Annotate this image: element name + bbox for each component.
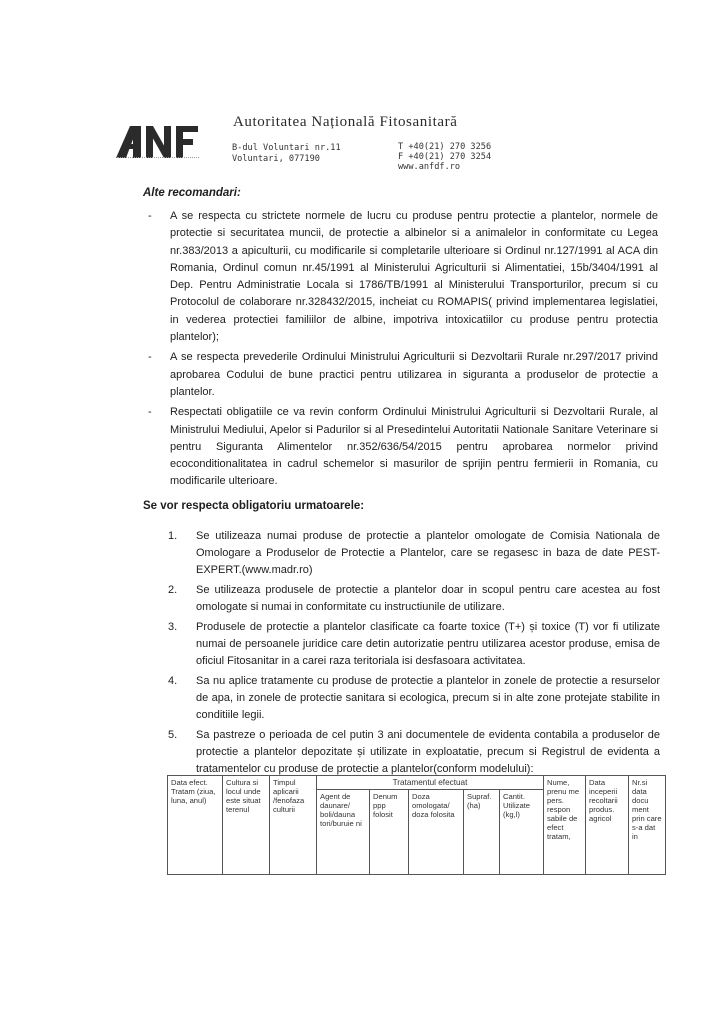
requirement-item (168, 727, 660, 778)
bullet-dash: - (148, 406, 152, 419)
requirement-item (168, 673, 660, 724)
requirement-number: 5. (168, 729, 178, 741)
recommendation-text: Respectati obligatiile ce va revin conform Ordinului Ministrului Agriculturii si Dezvoltarii Rurale, al Ministrului Mediului, Apelor si Padurilor si al Presedintelui Autoritatii Nationale Sanitare Veterinare si pentru Siguranta Alimentelor nr.352/636/54/2015 pentru aprobarea normelor privind ecoconditionalitatea in cadrul schemelor si masurilor de sprijin pentru fermierii in Romania, cu modificarile ulterioare. (170, 406, 658, 488)
column-header-supraf: Supraf. (ha) (464, 790, 500, 875)
requirement-item (168, 582, 660, 616)
column-header-cantit: Cantit. Utilizate (kg,l) (500, 790, 544, 875)
requirement-number: 4. (168, 675, 178, 687)
column-header-data-inceperii: Data inceperii recoltarii produs. agricol (586, 776, 629, 875)
group-header-tratament: Tratamentul efectuat (317, 776, 544, 790)
column-header-cultura: Cultura si locul unde este situat terenul (223, 776, 270, 875)
column-header-timpul: Timpul aplicarii /fenofaza culturii (270, 776, 317, 875)
requirement-item (168, 528, 660, 579)
requirement-number: 2. (168, 584, 178, 596)
bullet-dash: - (148, 210, 152, 222)
address-line: B-dul Voluntari nr.11 (232, 143, 341, 153)
requirement-item (168, 619, 660, 670)
address-line: Voluntari, 077190 (232, 154, 320, 164)
requirement-number: 3. (168, 621, 178, 633)
phone-number: T +40(21) 270 3256 (398, 142, 492, 152)
column-header-nume: Nume, prenu me pers. respon sabile de efect tratam, (544, 776, 586, 875)
bullet-dash: - (148, 351, 152, 364)
anf-logo (116, 122, 202, 162)
column-header-agent: Agent de daunare/ boli/dauna tori/buruie ni (317, 790, 370, 875)
logo-tagline-divider (117, 157, 199, 160)
requirements-title: Se vor respecta obligatoriu urmatoarele: (143, 500, 365, 512)
requirement-number: 1. (168, 530, 178, 542)
requirement-text: Sa nu aplice tratamente cu produse de protectie a plantelor in zonele de protectie a resurselor de apa, in zonele de protectie sanitara si ecologica, precum si in alte zone protejate stabilite in conditiile legii. (196, 675, 660, 721)
contact-block (398, 142, 491, 172)
recommendation-item (148, 404, 658, 490)
fax-number: F +40(21) 270 3254 (398, 152, 492, 162)
recommendation-item (148, 349, 658, 401)
treatment-register-table (167, 775, 666, 875)
requirements-list (168, 528, 660, 781)
recommendations-title: Alte recomandari: (143, 187, 241, 199)
requirement-text: Se utilizeaza produsele de protectie a plantelor doar in scopul pentru care acestea au fost omologate si numai in conformitate cu instructiunile de utilizare. (196, 584, 660, 613)
requirement-text: Produsele de protectie a plantelor clasificate ca foarte toxice (T+) și toxice (T) vor fi utilizate numai de persoanele juridice care detin autorizatie pentru utilizarea acestor produse, emisa de oficiul Fitosanitar in a carei raza teritoriala isi desfasoara activitatea. (196, 621, 660, 667)
recommendation-item (148, 208, 658, 346)
column-header-nr-data: Nr.si data docu ment prin care s-a dat in (629, 776, 666, 875)
recommendation-text: A se respecta cu strictete normele de lucru cu produse pentru protectie a plantelor, normele de protectie si securitatea muncii, de protectie a albinelor si a animalelor in conformitate cu Legea nr.383/2013 a apiculturii, cu modificarile si completarile ulterioare si Ordinul nr.127/1991 al ACA din Romania, Ordinul comun nr.45/1991 al Ministerului Agriculturii si Alimentatiei, 15b/3404/1991 al Dep. Pentru Administratie Locala si 1786/TB/1991 al Ministerului Transporturilor, precum si cu Protocolul de colaborare nr.328432/2015, incheiat cu ROMAPIS( privind implementarea legislatiei, in vederea protectiei familiilor de albine, impotriva intoxicatiilor cu produse pentru protectia plantelor); (170, 210, 658, 344)
requirement-text: Se utilizeaza numai produse de protectie a plantelor omologate de Comisia Nationala de Omologare a Produselor de Protectie a Plantelor, care se regasesc in baza de date PEST-EXPERT.(www.madr.ro) (196, 530, 660, 576)
column-header-denum: Denum ppp folosit (370, 790, 409, 875)
website-address: www.anfdf.ro (398, 162, 461, 172)
recommendations-list (148, 208, 658, 494)
column-header-doza: Doza omologata/ doza folosita (409, 790, 464, 875)
requirement-text: Sa pastreze o perioada de cel putin 3 ani documentele de evidenta contabila a produselor de protectie a plantelor depozitate și utilizate in exploatatie, precum si Registrul de evidenta a tratamentelor cu produse de protectie a plantelor(conform modelului): (196, 729, 660, 775)
organization-name: Autoritatea Națională Fitosanitară (233, 114, 458, 130)
column-header-data: Data efect. Tratam (ziua, luna, anul) (168, 776, 223, 875)
recommendation-text: A se respecta prevederile Ordinului Ministrului Agriculturii si Dezvoltarii Rurale nr.297/2017 privind aprobarea Codului de bune practici pentru utilizarea in siguranta a produselor de protectie a plantelor. (170, 351, 658, 398)
address-block (232, 143, 341, 165)
